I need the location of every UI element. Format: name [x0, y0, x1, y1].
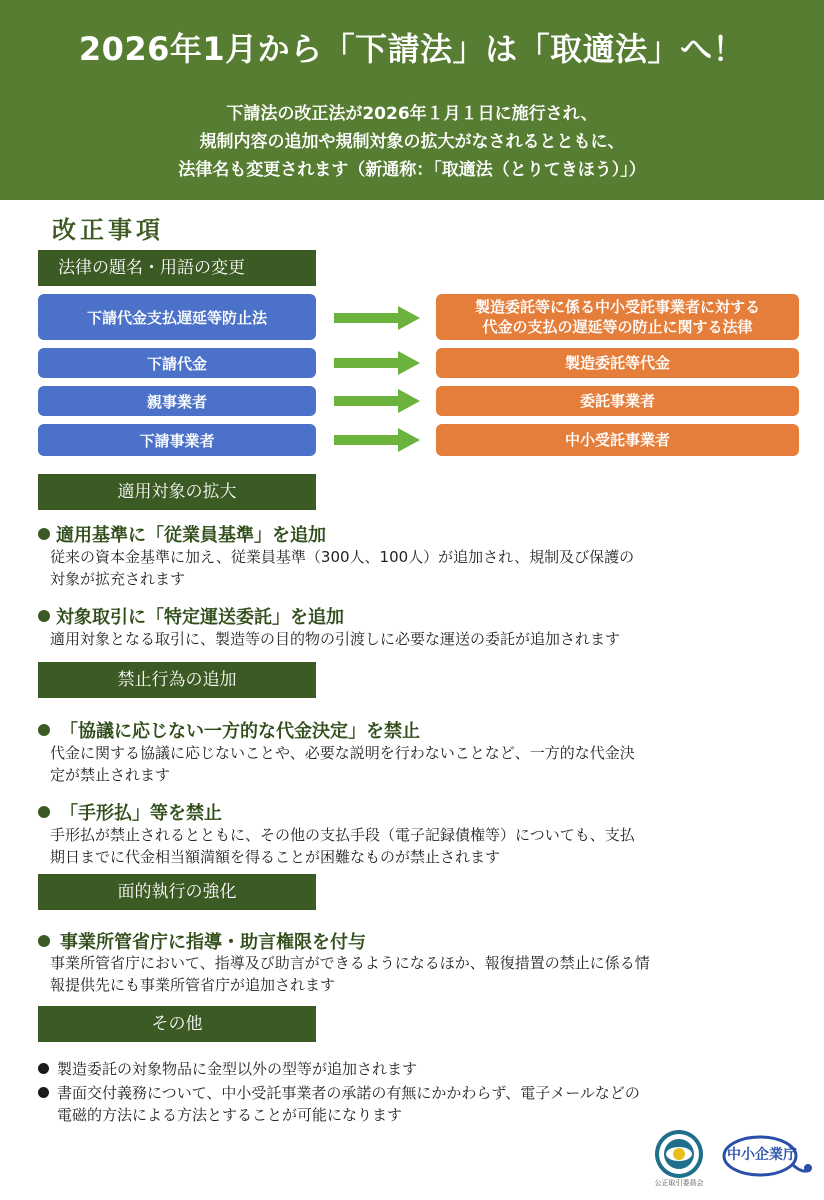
lead-line: 規制内容の追加や規制対象の拡大がなされるとともに、	[199, 132, 625, 152]
arrow-right-icon	[334, 389, 420, 413]
sme-agency-logo-label: 中小企業庁	[727, 1147, 797, 1163]
bullet-icon	[38, 1087, 49, 1098]
arrow-right-icon	[334, 351, 420, 375]
item-heading: 「手形払」等を禁止	[38, 799, 222, 825]
new-term-line: 中小受託事業者	[564, 431, 670, 449]
bullet-icon	[38, 528, 50, 540]
jftc-logo-label: 公正取引委員会	[654, 1179, 704, 1187]
new-term-line: 委託事業者	[579, 392, 655, 410]
new-term-line: 代金の支払の遅延等の防止に関する法律	[482, 318, 753, 336]
item-body: 手形払が禁止されるとともに、その他の支払手段（電子記録債権等）についても、支払 期日までに代金相当額満額を得ることが困難なものが禁止されます	[50, 826, 635, 866]
lead-line: 法律名も変更されます（新通称：「取適法（とりてきほう）」）	[178, 160, 646, 180]
section-bar-names: 法律の題名・用語の変更	[38, 250, 316, 286]
new-term	[436, 424, 799, 456]
other-item: 製造委託の対象物品に金型以外の型等が追加されます	[38, 1058, 808, 1080]
item-body: 代金に関する協議に応じないことや、必要な説明を行わないことなど、一方的な代金決 定が禁止されます	[50, 744, 635, 784]
bullet-icon	[38, 935, 50, 947]
header-lead	[0, 100, 824, 184]
item-body: 従来の資本金基準に加え、従業員基準（300人、100人）が追加され、規制及び保護の 対象が拡充されます	[50, 548, 635, 588]
item-body: 事業所管省庁において、指導及び助言ができるようになるほか、報復措置の禁止に係る情 報提供先にも事業所管省庁が追加されます	[50, 954, 650, 994]
section-bar-enforcement: 面的執行の強化	[38, 874, 316, 910]
new-term	[436, 294, 799, 340]
section-bar-prohibited: 禁止行為の追加	[38, 662, 316, 698]
section-title: 改正事項	[52, 216, 164, 244]
section-bar-other: その他	[38, 1006, 316, 1042]
bullet-icon	[38, 1063, 49, 1074]
new-term	[436, 386, 799, 416]
old-term: 親事業者	[38, 386, 316, 416]
new-term	[436, 348, 799, 378]
new-term-line: 製造委託等に係る中小受託事業者に対する	[474, 298, 760, 316]
other-item: 書面交付義務について、中小受託事業者の承諾の有無にかかわらず、電子メールなどの 電磁的方法による方法とすることが可能になります	[38, 1082, 808, 1126]
old-term: 下請代金	[38, 348, 316, 378]
lead-line: 下請法の改正法が2026年１月１日に施行され、	[226, 104, 598, 124]
item-heading: 「協議に応じない一方的な代金決定」を禁止	[38, 717, 420, 743]
section-bar-scope: 適用対象の拡大	[38, 474, 316, 510]
bullet-icon	[38, 806, 50, 818]
item-heading: 対象取引に「特定運送委託」を追加	[38, 603, 344, 629]
old-term: 下請事業者	[38, 424, 316, 456]
item-body: 適用対象となる取引に、製造等の目的物の引渡しに必要な運送の委託が追加されます	[50, 630, 621, 648]
item-heading: 適用基準に「従業員基準」を追加	[38, 521, 326, 547]
bullet-icon	[38, 610, 50, 622]
header-banner	[0, 0, 824, 200]
page-title: 2026年1月から「下請法」は「取適法」へ！	[78, 30, 746, 68]
arrow-right-icon	[334, 306, 420, 330]
old-term: 下請代金支払遅延等防止法	[38, 294, 316, 340]
bullet-icon	[38, 724, 50, 736]
item-heading: 事業所管省庁に指導・助言権限を付与	[38, 928, 366, 954]
arrow-right-icon	[334, 428, 420, 452]
new-term-line: 製造委託等代金	[564, 354, 670, 372]
